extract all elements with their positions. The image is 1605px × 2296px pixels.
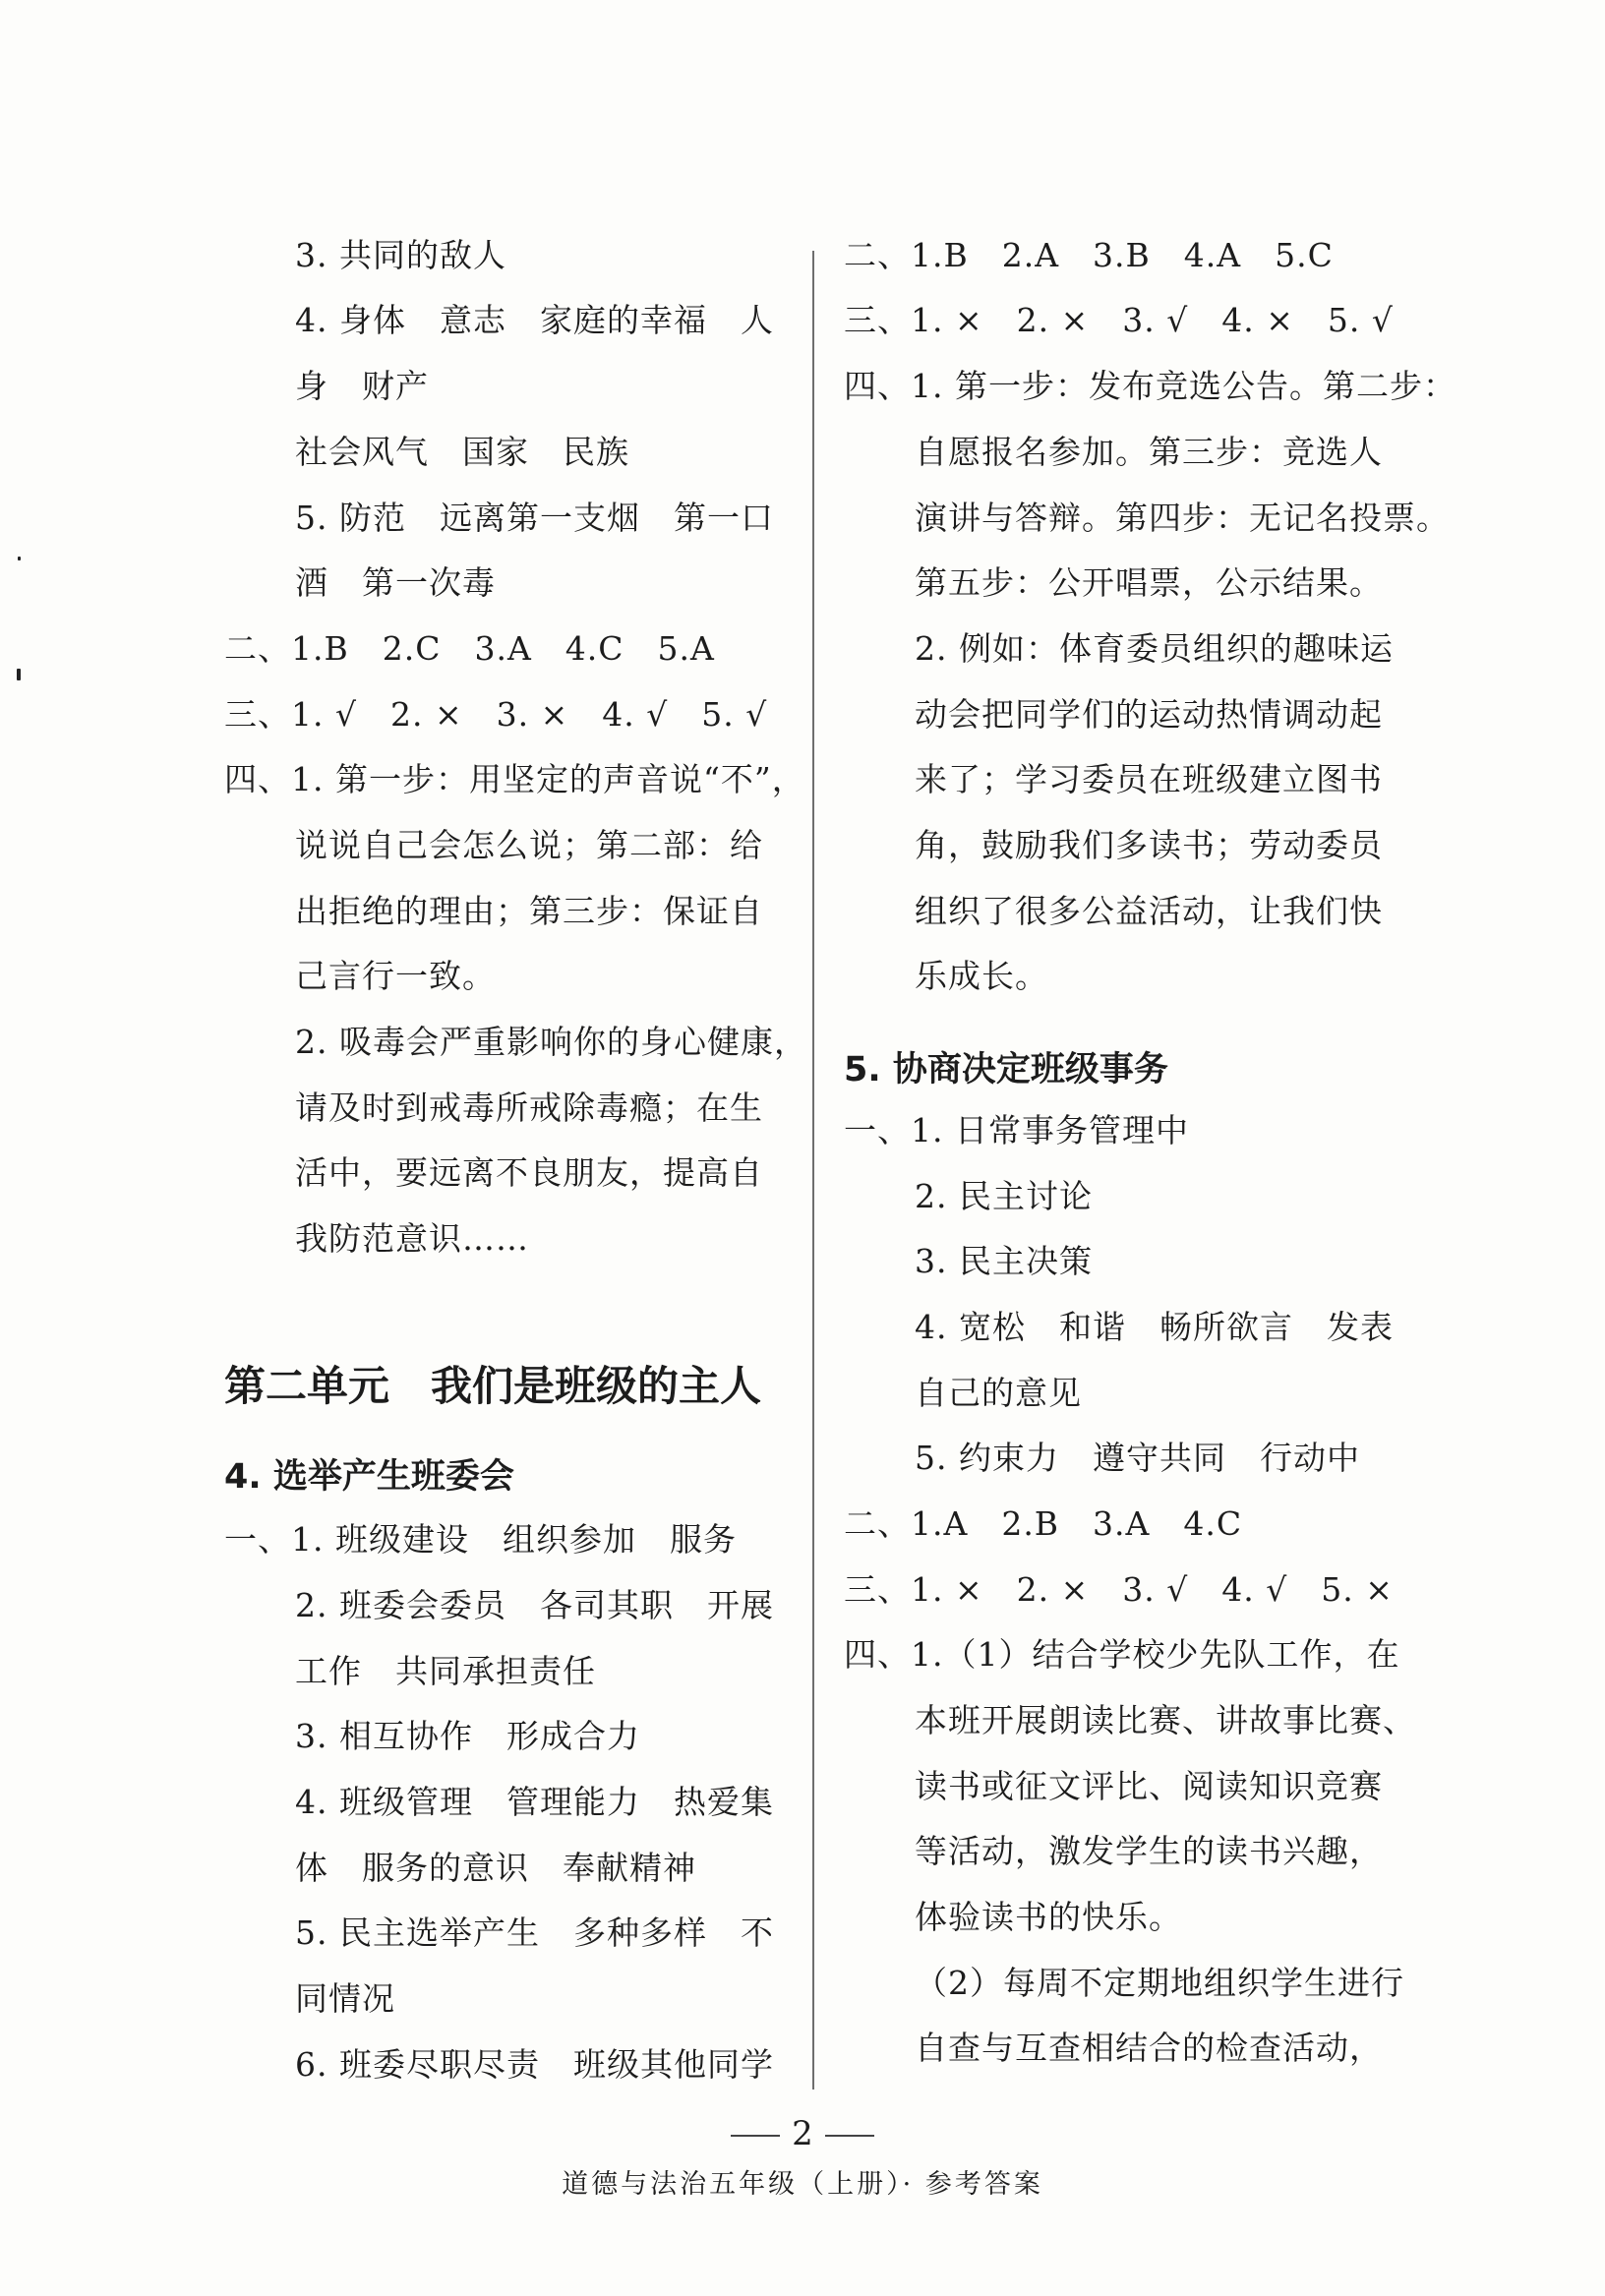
text-line: 体 服务的意识 奉献精神 bbox=[295, 1849, 696, 1887]
text-line: 本班开展朗读比赛、讲故事比赛、 bbox=[915, 1701, 1416, 1739]
page-number bbox=[0, 2114, 1605, 2153]
text-line: 三、1. × 2. × 3. √ 4. √ 5. × bbox=[844, 1570, 1394, 1609]
text-line: 四、1. 第一步：发布竞选公告。第二步： bbox=[844, 367, 1456, 405]
column-divider bbox=[812, 251, 814, 2090]
text-line: 体验读书的快乐。 bbox=[915, 1898, 1182, 1936]
scan-speck bbox=[17, 669, 21, 680]
text-line: 二、1.A 2.B 3.A 4.C bbox=[844, 1504, 1243, 1543]
text-line: 说说自己会怎么说；第二部：给 bbox=[295, 826, 763, 864]
text-line: 社会风气 国家 民族 bbox=[295, 433, 629, 471]
text-line: 四、1. 第一步：用坚定的声音说“不”， bbox=[224, 760, 805, 798]
text-line: 身 财产 bbox=[295, 367, 429, 405]
text-line: 自愿报名参加。第三步：竞选人 bbox=[915, 433, 1383, 471]
text-line: 5. 约束力 遵守共同 行动中 bbox=[915, 1439, 1360, 1477]
text-line: 2. 班委会委员 各司其职 开展 bbox=[295, 1586, 774, 1624]
text-line: 4. 班级管理 管理能力 热爱集 bbox=[295, 1783, 774, 1821]
text-line: 6. 班委尽职尽责 班级其他同学 bbox=[295, 2045, 774, 2084]
text-line: 一、1. 班级建设 组织参加 服务 bbox=[224, 1520, 737, 1559]
text-line: 来了；学习委员在班级建立图书 bbox=[915, 760, 1383, 798]
text-line: 4. 身体 意志 家庭的幸福 人 bbox=[295, 301, 774, 339]
text-line: 2. 民主讨论 bbox=[915, 1177, 1093, 1215]
text-line: 活中，要远离不良朋友，提高自 bbox=[295, 1153, 763, 1192]
text-line: 2. 例如：体育委员组织的趣味运 bbox=[915, 629, 1394, 668]
text-line: 第五步：公开唱票，公示结果。 bbox=[915, 563, 1383, 602]
text-line: 等活动，激发学生的读书兴趣， bbox=[915, 1832, 1383, 1870]
text-line: 二、1.B 2.A 3.B 4.A 5.C bbox=[844, 236, 1334, 274]
text-line: 5. 防范 远离第一支烟 第一口 bbox=[295, 499, 774, 537]
text-line: 组织了很多公益活动，让我们快 bbox=[915, 892, 1383, 930]
text-line: 演讲与答辩。第四步：无记名投票。 bbox=[915, 499, 1450, 537]
text-line: 同情况 bbox=[295, 1979, 395, 2018]
text-line: 3. 相互协作 形成合力 bbox=[295, 1717, 640, 1755]
page-number-dash bbox=[825, 2135, 874, 2137]
text-line: 三、1. √ 2. × 3. × 4. √ 5. √ bbox=[224, 695, 768, 734]
section-title: 5. 协商决定班级事务 bbox=[844, 1050, 1168, 1089]
text-line: 出拒绝的理由；第三步：保证自 bbox=[295, 892, 763, 930]
text-line: 自己的意见 bbox=[915, 1374, 1082, 1412]
text-line: 乐成长。 bbox=[915, 957, 1048, 995]
unit-title: 第二单元 我们是班级的主人 bbox=[224, 1362, 762, 1410]
text-line: 3. 共同的敌人 bbox=[295, 236, 506, 274]
scan-speck bbox=[18, 557, 21, 560]
text-line: 5. 民主选举产生 多种多样 不 bbox=[295, 1913, 774, 1952]
text-line: 己言行一致。 bbox=[295, 957, 496, 995]
text-line: 四、1.（1）结合学校少先队工作，在 bbox=[844, 1635, 1400, 1674]
text-line: 读书或征文评比、阅读知识竞赛 bbox=[915, 1767, 1383, 1805]
page-number-dash bbox=[731, 2135, 780, 2137]
text-line: 4. 宽松 和谐 畅所欲言 发表 bbox=[915, 1308, 1394, 1346]
text-line: 2. 吸毒会严重影响你的身心健康， bbox=[295, 1023, 807, 1061]
text-line: 3. 民主决策 bbox=[915, 1242, 1093, 1280]
text-line: （2）每周不定期地组织学生进行 bbox=[915, 1964, 1404, 2002]
text-line: 请及时到戒毒所戒除毒瘾；在生 bbox=[295, 1089, 763, 1127]
text-line: 一、1. 日常事务管理中 bbox=[844, 1111, 1189, 1149]
text-line: 三、1. × 2. × 3. √ 4. × 5. √ bbox=[844, 301, 1394, 339]
text-line: 酒 第一次毒 bbox=[295, 563, 496, 602]
text-line: 自查与互查相结合的检查活动， bbox=[915, 2029, 1383, 2067]
text-line: 二、1.B 2.C 3.A 4.C 5.A bbox=[224, 629, 715, 668]
section-title: 4. 选举产生班委会 bbox=[224, 1457, 514, 1497]
text-line: 工作 共同承担责任 bbox=[295, 1652, 596, 1690]
footer-title: 道德与法治五年级（上册）· 参考答案 bbox=[562, 2169, 1043, 2200]
text-line: 角，鼓励我们多读书；劳动委员 bbox=[915, 826, 1383, 864]
page-number-text: 2 bbox=[792, 2114, 813, 2153]
text-line: 我防范意识…… bbox=[295, 1219, 529, 1258]
text-line: 动会把同学们的运动热情调动起 bbox=[915, 695, 1383, 734]
